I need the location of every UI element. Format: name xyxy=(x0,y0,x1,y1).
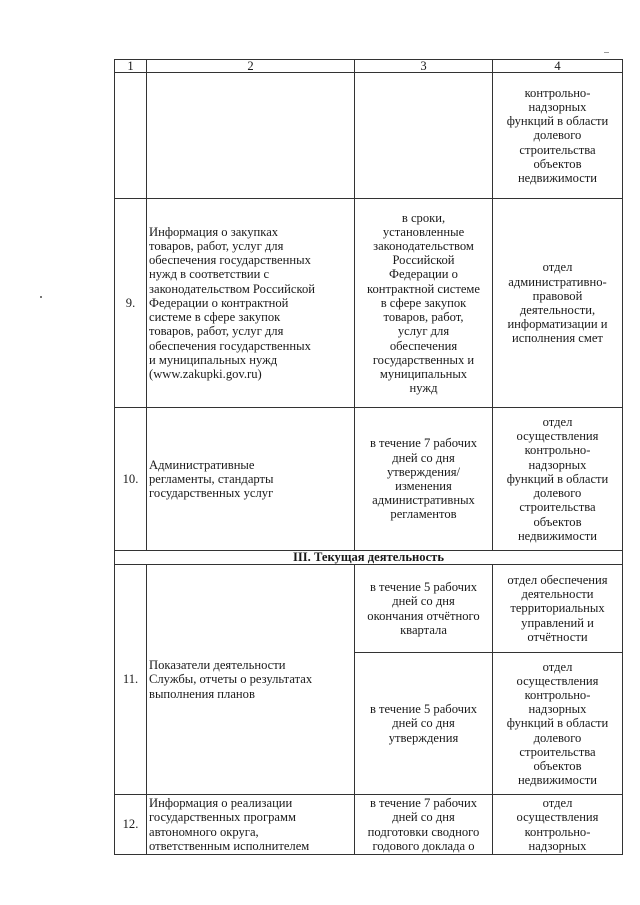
section-title: III. Текущая деятельность xyxy=(115,551,623,565)
info-cell: Показатели деятельности Службы, отчеты о результатах выполнения планов xyxy=(147,565,355,795)
responsible-cell: отдел административно- правовой деятельности, информатизации и исполнения смет xyxy=(493,199,623,408)
term-cell: в течение 7 рабочих дней со дня подготовки сводного годового доклада о xyxy=(355,795,493,855)
information-table xyxy=(114,59,623,855)
row-number-cell xyxy=(115,73,147,199)
info-cell: Административные регламенты, стандарты государственных услуг xyxy=(147,408,355,551)
term-cell: в течение 7 рабочих дней со дня утверждения/ изменения административных регламентов xyxy=(355,408,493,551)
responsible-cell: отдел осуществления контрольно- надзорных функций в области долевого строительства объектов недвижимости xyxy=(493,653,623,795)
table-row xyxy=(115,795,623,855)
term-cell: в сроки, установленные законодательством Российской Федерации о контрактной системе в сфере закупок товаров, работ, услуг для обеспечения государственных и муниципальных нужд xyxy=(355,199,493,408)
column-number-4: 4 xyxy=(493,60,623,73)
table-row xyxy=(115,199,623,408)
term-cell xyxy=(355,73,493,199)
column-number-2: 2 xyxy=(147,60,355,73)
row-number-cell: 9. xyxy=(115,199,147,408)
info-cell xyxy=(147,73,355,199)
column-number-3: 3 xyxy=(355,60,493,73)
info-cell: Информация о закупках товаров, работ, услуг для обеспечения государственных нужд в соответствии с законодательством Российской Федерации о контрактной системе в сфере закупок товаров, работ, услуг для обеспечения государственных и муниципальных нужд (www.zakupki.gov.ru) xyxy=(147,199,355,408)
responsible-cell: отдел осуществления контрольно- надзорных xyxy=(493,795,623,855)
responsible-cell: контрольно- надзорных функций в области долевого строительства объектов недвижимости xyxy=(493,73,623,199)
column-number-1: 1 xyxy=(115,60,147,73)
term-cell: в течение 5 рабочих дней со дня утверждения xyxy=(355,653,493,795)
info-cell: Информация о реализации государственных программ автономного округа, ответственным исполнителем xyxy=(147,795,355,855)
row-number-cell: 10. xyxy=(115,408,147,551)
table-row xyxy=(115,565,623,653)
term-cell: в течение 5 рабочих дней со дня окончания отчётного квартала xyxy=(355,565,493,653)
responsible-cell: отдел обеспечения деятельности территориальных управлений и отчётности xyxy=(493,565,623,653)
section-header-row xyxy=(115,551,623,565)
scan-speck xyxy=(40,296,42,298)
responsible-cell: отдел осуществления контрольно- надзорных функций в области долевого строительства объектов недвижимости xyxy=(493,408,623,551)
table-row xyxy=(115,73,623,199)
scan-speck xyxy=(604,52,609,53)
row-number-cell: 12. xyxy=(115,795,147,855)
column-number-row xyxy=(115,60,623,73)
row-number-cell: 11. xyxy=(115,565,147,795)
table-row xyxy=(115,408,623,551)
